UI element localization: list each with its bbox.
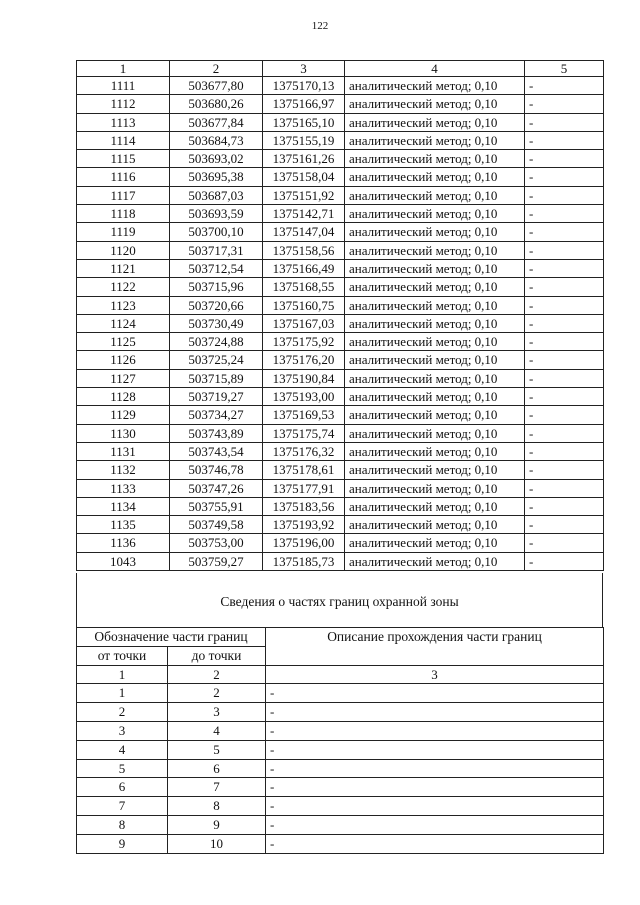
coord-note: - [525,205,604,223]
coord-x: 503717,31 [170,241,263,259]
coord-header-2: 2 [170,61,263,77]
coord-y: 1375166,49 [263,259,345,277]
part-from-point: 8 [77,815,168,834]
coordinates-header-row [77,61,604,77]
coord-x: 503693,02 [170,150,263,168]
part-description: - [266,740,604,759]
table-row [77,296,604,314]
part-from-point: 3 [77,721,168,740]
coord-x: 503734,27 [170,406,263,424]
coord-x: 503695,38 [170,168,263,186]
coord-x: 503720,66 [170,296,263,314]
table-row [77,168,604,186]
coord-point-number: 1126 [77,351,170,369]
table-row [77,834,604,853]
coord-method: аналитический метод; 0,10 [345,388,525,406]
table-row [77,95,604,113]
parts-header-from: от точки [77,646,168,665]
coord-point-number: 1120 [77,241,170,259]
table-row [77,131,604,149]
coord-point-number: 1113 [77,113,170,131]
table-row [77,534,604,552]
coord-method: аналитический метод; 0,10 [345,442,525,460]
coord-note: - [525,424,604,442]
coord-note: - [525,223,604,241]
part-to-point: 4 [168,721,266,740]
coord-y: 1375176,32 [263,442,345,460]
coord-point-number: 1123 [77,296,170,314]
part-description: - [266,721,604,740]
table-row [77,797,604,816]
coord-point-number: 1112 [77,95,170,113]
coord-point-number: 1130 [77,424,170,442]
coord-y: 1375169,53 [263,406,345,424]
coord-x: 503743,89 [170,424,263,442]
part-to-point: 2 [168,684,266,703]
coord-y: 1375151,92 [263,186,345,204]
coord-y: 1375158,56 [263,241,345,259]
coord-point-number: 1135 [77,516,170,534]
coord-note: - [525,77,604,95]
part-from-point: 5 [77,759,168,778]
coord-y: 1375175,92 [263,333,345,351]
coord-point-number: 1115 [77,150,170,168]
coord-x: 503712,54 [170,259,263,277]
coord-method: аналитический метод; 0,10 [345,241,525,259]
parts-colnum-3: 3 [266,665,604,684]
table-row [77,241,604,259]
coord-method: аналитический метод; 0,10 [345,259,525,277]
coord-method: аналитический метод; 0,10 [345,296,525,314]
coord-method: аналитический метод; 0,10 [345,77,525,95]
part-to-point: 9 [168,815,266,834]
coordinates-table-body [77,61,604,571]
coord-point-number: 1116 [77,168,170,186]
table-row [77,369,604,387]
coord-x: 503759,27 [170,552,263,570]
coord-note: - [525,241,604,259]
part-to-point: 10 [168,834,266,853]
part-description: - [266,684,604,703]
part-description: - [266,834,604,853]
coord-note: - [525,168,604,186]
coord-note: - [525,131,604,149]
table-row [77,113,604,131]
coord-method: аналитический метод; 0,10 [345,113,525,131]
part-from-point: 6 [77,778,168,797]
coord-note: - [525,497,604,515]
table-row [77,424,604,442]
coord-note: - [525,388,604,406]
page-number: 122 [311,20,329,32]
coord-point-number: 1129 [77,406,170,424]
table-row [77,205,604,223]
coord-method: аналитический метод; 0,10 [345,424,525,442]
coord-y: 1375175,74 [263,424,345,442]
coord-y: 1375183,56 [263,497,345,515]
coord-header-5: 5 [525,61,604,77]
table-row [77,314,604,332]
coord-method: аналитический метод; 0,10 [345,534,525,552]
part-description: - [266,759,604,778]
table-row [77,186,604,204]
coord-method: аналитический метод; 0,10 [345,131,525,149]
coord-note: - [525,461,604,479]
coord-y: 1375168,55 [263,278,345,296]
section-title-box [76,573,603,627]
coord-x: 503687,03 [170,186,263,204]
coord-method: аналитический метод; 0,10 [345,406,525,424]
coord-note: - [525,534,604,552]
coord-method: аналитический метод; 0,10 [345,461,525,479]
part-to-point: 6 [168,759,266,778]
coord-x: 503719,27 [170,388,263,406]
coord-point-number: 1134 [77,497,170,515]
coord-point-number: 1111 [77,77,170,95]
table-row [77,516,604,534]
coord-note: - [525,296,604,314]
table-row [77,406,604,424]
coord-y: 1375147,04 [263,223,345,241]
boundary-parts-table-body [77,628,604,854]
coord-y: 1375170,13 [263,77,345,95]
coord-x: 503747,26 [170,479,263,497]
coord-x: 503693,59 [170,205,263,223]
coord-point-number: 1136 [77,534,170,552]
coord-note: - [525,406,604,424]
coord-y: 1375161,26 [263,150,345,168]
coord-point-number: 1118 [77,205,170,223]
coord-y: 1375190,84 [263,369,345,387]
parts-colnum-2: 2 [168,665,266,684]
coord-y: 1375155,19 [263,131,345,149]
coord-x: 503715,96 [170,278,263,296]
coord-point-number: 1133 [77,479,170,497]
table-row [77,552,604,570]
table-row [77,703,604,722]
part-to-point: 7 [168,778,266,797]
coord-point-number: 1132 [77,461,170,479]
table-row [77,461,604,479]
part-to-point: 3 [168,703,266,722]
coord-method: аналитический метод; 0,10 [345,168,525,186]
coord-x: 503730,49 [170,314,263,332]
table-row [77,684,604,703]
coord-point-number: 1043 [77,552,170,570]
coord-point-number: 1122 [77,278,170,296]
coord-header-1: 1 [77,61,170,77]
coord-note: - [525,479,604,497]
coord-point-number: 1125 [77,333,170,351]
coord-note: - [525,442,604,460]
coord-header-3: 3 [263,61,345,77]
coord-y: 1375196,00 [263,534,345,552]
table-row [77,740,604,759]
coord-note: - [525,95,604,113]
coord-y: 1375167,03 [263,314,345,332]
coord-method: аналитический метод; 0,10 [345,516,525,534]
parts-header-designation: Обозначение части границ [77,628,266,647]
coord-method: аналитический метод; 0,10 [345,479,525,497]
part-from-point: 2 [77,703,168,722]
coord-x: 503746,78 [170,461,263,479]
coord-method: аналитический метод; 0,10 [345,351,525,369]
table-row [77,259,604,277]
coord-note: - [525,259,604,277]
table-row [77,479,604,497]
table-row [77,497,604,515]
coord-note: - [525,369,604,387]
coord-point-number: 1127 [77,369,170,387]
part-to-point: 8 [168,797,266,816]
coord-point-number: 1124 [77,314,170,332]
coord-method: аналитический метод; 0,10 [345,223,525,241]
coord-y: 1375166,97 [263,95,345,113]
coord-point-number: 1119 [77,223,170,241]
section-title: Сведения о частях границ охранной зоны [220,594,459,609]
table-row [77,778,604,797]
part-to-point: 5 [168,740,266,759]
coord-x: 503715,89 [170,369,263,387]
table-row [77,442,604,460]
parts-header-description: Описание прохождения части границ [266,628,604,666]
coord-method: аналитический метод; 0,10 [345,333,525,351]
table-row [77,351,604,369]
coord-point-number: 1114 [77,131,170,149]
table-row [77,223,604,241]
coord-note: - [525,278,604,296]
coord-y: 1375178,61 [263,461,345,479]
table-row [77,150,604,168]
parts-colnum-row [77,665,604,684]
coord-method: аналитический метод; 0,10 [345,150,525,168]
coord-y: 1375176,20 [263,351,345,369]
coord-x: 503684,73 [170,131,263,149]
coord-method: аналитический метод; 0,10 [345,95,525,113]
coord-note: - [525,516,604,534]
parts-colnum-1: 1 [77,665,168,684]
coord-header-4: 4 [345,61,525,77]
boundary-parts-table [76,627,604,854]
coord-y: 1375193,00 [263,388,345,406]
coord-method: аналитический метод; 0,10 [345,186,525,204]
part-from-point: 7 [77,797,168,816]
coord-x: 503724,88 [170,333,263,351]
coord-y: 1375193,92 [263,516,345,534]
coord-note: - [525,314,604,332]
coord-point-number: 1131 [77,442,170,460]
coord-x: 503749,58 [170,516,263,534]
coord-method: аналитический метод; 0,10 [345,278,525,296]
coord-y: 1375142,71 [263,205,345,223]
coord-note: - [525,113,604,131]
table-row [77,333,604,351]
coord-y: 1375185,73 [263,552,345,570]
table-row [77,388,604,406]
coord-method: аналитический метод; 0,10 [345,497,525,515]
coord-note: - [525,351,604,369]
coord-point-number: 1128 [77,388,170,406]
parts-header-row [77,628,604,647]
coord-method: аналитический метод; 0,10 [345,552,525,570]
coord-method: аналитический метод; 0,10 [345,314,525,332]
coord-x: 503677,84 [170,113,263,131]
coord-x: 503680,26 [170,95,263,113]
coord-y: 1375177,91 [263,479,345,497]
coord-x: 503700,10 [170,223,263,241]
coord-method: аналитический метод; 0,10 [345,369,525,387]
coord-x: 503725,24 [170,351,263,369]
coord-method: аналитический метод; 0,10 [345,205,525,223]
coord-point-number: 1117 [77,186,170,204]
coordinates-table [76,60,604,571]
coord-y: 1375160,75 [263,296,345,314]
table-row [77,815,604,834]
part-description: - [266,703,604,722]
coord-x: 503743,54 [170,442,263,460]
coord-x: 503755,91 [170,497,263,515]
coord-point-number: 1121 [77,259,170,277]
coord-note: - [525,150,604,168]
coord-y: 1375165,10 [263,113,345,131]
parts-header-to: до точки [168,646,266,665]
table-row [77,278,604,296]
part-description: - [266,778,604,797]
part-from-point: 4 [77,740,168,759]
part-description: - [266,815,604,834]
coord-x: 503753,00 [170,534,263,552]
table-row [77,759,604,778]
part-from-point: 9 [77,834,168,853]
coord-x: 503677,80 [170,77,263,95]
part-description: - [266,797,604,816]
part-from-point: 1 [77,684,168,703]
coord-y: 1375158,04 [263,168,345,186]
coord-note: - [525,333,604,351]
coord-note: - [525,552,604,570]
table-row [77,721,604,740]
coord-note: - [525,186,604,204]
table-row [77,77,604,95]
